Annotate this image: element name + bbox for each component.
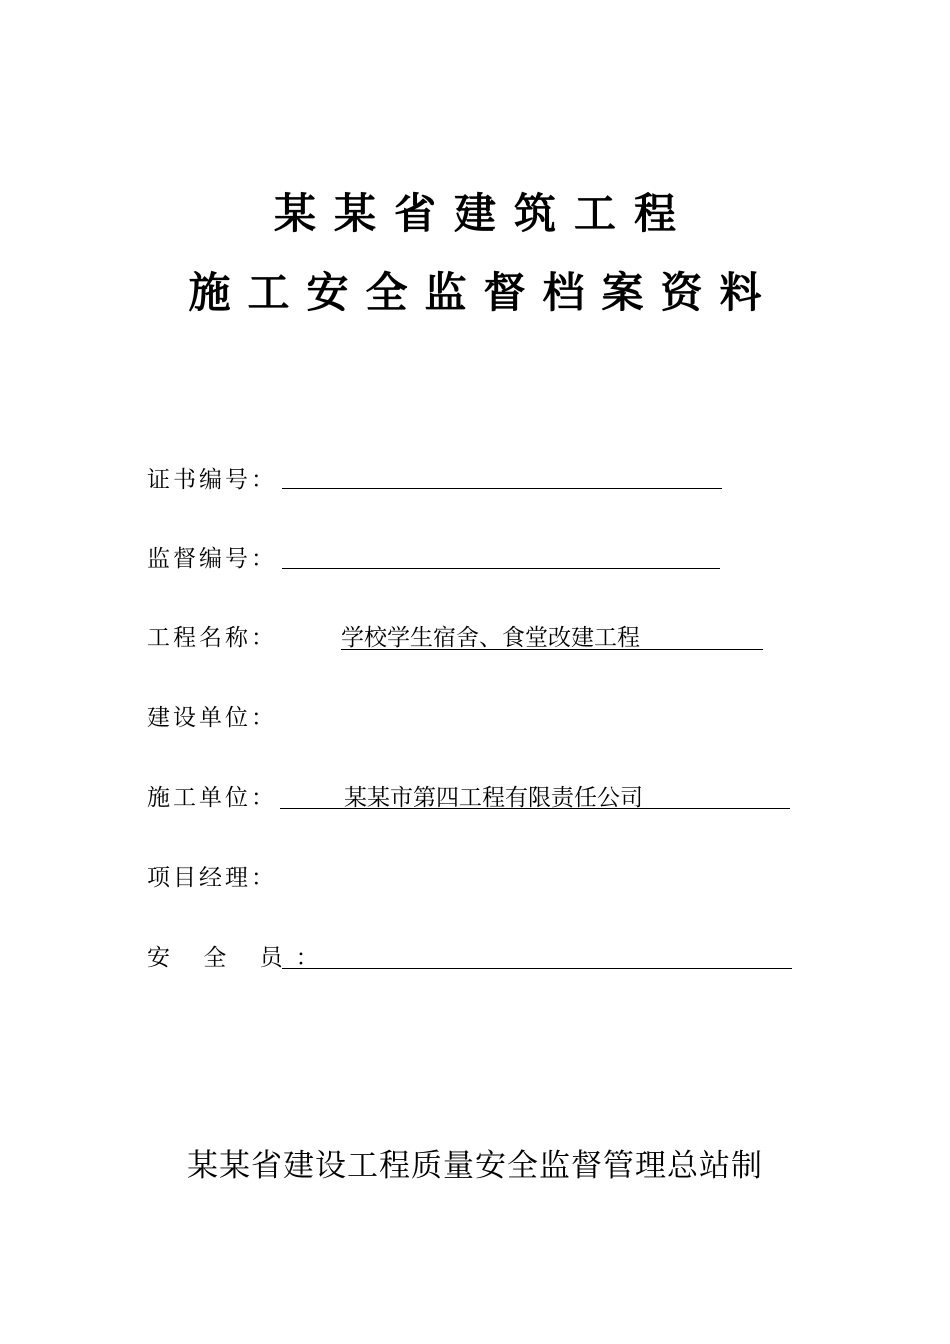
construction-unit-label: 施工单位： [147,785,277,811]
builder-unit-row [147,700,547,736]
supervision-no-label: 监督编号： [147,546,277,572]
builder-unit-label: 建设单位： [147,705,277,731]
construction-unit-underline [280,808,790,809]
project-manager-row [147,860,547,896]
safety-officer-row [147,940,797,976]
certificate-no-underline [282,488,722,489]
supervision-no-row [147,541,727,577]
supervision-no-underline [282,568,720,569]
document-title-line2: 施工安全监督档案资料 [188,268,779,317]
project-name-row [147,620,767,656]
project-name-value[interactable]: 学校学生宿舍、食堂改建工程 [341,625,640,651]
document-title-line1: 某某省建筑工程 [273,189,694,238]
project-manager-label: 项目经理： [147,865,277,891]
construction-unit-value[interactable]: 某某市第四工程有限责任公司 [344,785,643,811]
issuing-authority-footer: 某某省建设工程质量安全监督管理总站制 [187,1148,763,1184]
project-name-underline [341,649,763,650]
certificate-no-row [147,462,727,498]
construction-unit-row [147,780,797,816]
safety-officer-label: 安 全 员： [147,945,332,971]
safety-officer-underline [282,968,792,969]
project-name-label: 工程名称： [147,625,277,651]
certificate-no-label: 证书编号： [147,467,277,493]
